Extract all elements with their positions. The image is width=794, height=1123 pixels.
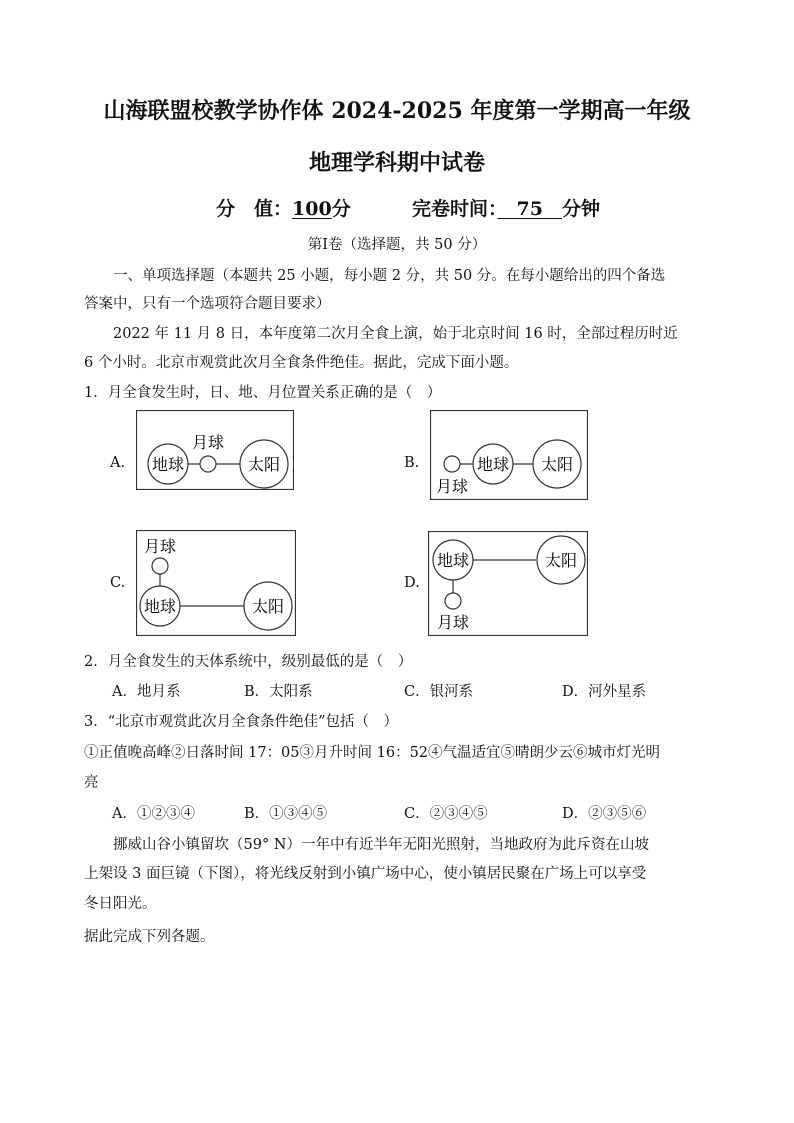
passage2-line2: 上架设 3 面巨镜（下图），将光线反射到小镇广场中心，使小镇居民聚在广场上可以享受 xyxy=(84,866,647,882)
instructions-line2: 答案中，只有一个选项符合题目要求） xyxy=(84,296,331,312)
passage2-line1: 挪威山谷小镇留坎（59° N）一年中有近半年无阳光照射，当地政府为此斥资在山坡 xyxy=(113,837,649,853)
moon-label: 月球 xyxy=(191,433,225,452)
q2-option-d[interactable]: D．河外星系 xyxy=(562,684,647,700)
q3-option-d[interactable]: D．②③⑤⑥ xyxy=(562,806,647,822)
q3-option-c[interactable]: C．②③④⑤ xyxy=(404,806,488,822)
sun-label: 太阳 xyxy=(251,597,285,616)
score-unit: 分 xyxy=(331,198,351,220)
earth-label: 地球 xyxy=(436,551,470,570)
volume-title: 第Ⅰ卷（选择题，共 50 分） xyxy=(307,237,487,253)
q2-stem: 2．月全食发生的天体系统中，级别最低的是（ ） xyxy=(84,654,413,670)
passage2-line3: 冬日阳光。 xyxy=(84,896,157,912)
score-value: 100 xyxy=(292,198,332,220)
moon-label: 月球 xyxy=(143,537,177,556)
q3-stem: 3．“北京市观赏此次月全食条件绝佳”包括（ ） xyxy=(84,714,399,730)
q1-diagram-b xyxy=(430,410,588,500)
score-label: 分 值： xyxy=(216,198,293,220)
q1-diagram-c xyxy=(136,530,296,636)
sun-label: 太阳 xyxy=(540,455,574,474)
q1-stem: 1．月全食发生时，日、地、月位置关系正确的是（ ） xyxy=(84,385,442,401)
instructions-line1: 一、单项选择题（本题共 25 小题，每小题 2 分，共 50 分。在每小题给出的四个备选 xyxy=(113,268,666,284)
earth-label: 地球 xyxy=(151,455,185,474)
q2-option-c[interactable]: C．银河系 xyxy=(404,684,474,700)
exam-title-line1: 山海联盟校教学协作体 2024-2025 年度第一学期高一年级 xyxy=(103,98,691,124)
q1-option-a-label[interactable]: A. xyxy=(110,455,126,471)
q3-option-a[interactable]: A．①②③④ xyxy=(112,806,195,822)
q3-conditions-line1: ①正值晚高峰②日落时间 17：05③月升时间 16：52④气温适宜⑤晴朗少云⑥城市灯光明 xyxy=(84,745,661,761)
exam-title-line2: 地理学科期中试卷 xyxy=(308,150,485,176)
q1-diagram-d xyxy=(428,531,588,636)
moon-label: 月球 xyxy=(436,613,470,632)
moon-circle xyxy=(200,456,216,472)
q1-option-b-label[interactable]: B. xyxy=(404,455,420,471)
passage1-line1: 2022 年 11 月 8 日，本年度第二次月全食上演，始于北京时间 16 时，全部过程历时近 xyxy=(113,326,678,342)
moon-circle xyxy=(152,558,168,574)
q2-option-b[interactable]: B．太阳系 xyxy=(244,684,313,700)
sun-label: 太阳 xyxy=(247,455,281,474)
q1-option-d-label[interactable]: D. xyxy=(404,575,420,591)
sun-label: 太阳 xyxy=(544,551,578,570)
q3-conditions-line2: 亮 xyxy=(84,775,99,791)
moon-label: 月球 xyxy=(435,477,469,496)
q1-option-c-label[interactable]: C. xyxy=(110,575,126,591)
passage2-line4: 据此完成下列各题。 xyxy=(84,929,215,945)
q1-diagram-a xyxy=(136,410,294,490)
time-info xyxy=(412,194,600,221)
earth-label: 地球 xyxy=(143,597,177,616)
time-unit: 分钟 xyxy=(561,198,600,220)
q3-option-b[interactable]: B．①③④⑤ xyxy=(244,806,328,822)
time-value: 75 xyxy=(497,198,562,220)
moon-circle xyxy=(444,456,460,472)
q2-option-a[interactable]: A．地月系 xyxy=(112,684,181,700)
score-info xyxy=(216,194,351,221)
moon-circle xyxy=(445,593,461,609)
time-label: 完卷时间： xyxy=(412,198,498,220)
passage1-line2: 6 个小时。北京市观赏此次月全食条件绝佳。据此，完成下面小题。 xyxy=(84,355,519,371)
earth-label: 地球 xyxy=(476,455,510,474)
